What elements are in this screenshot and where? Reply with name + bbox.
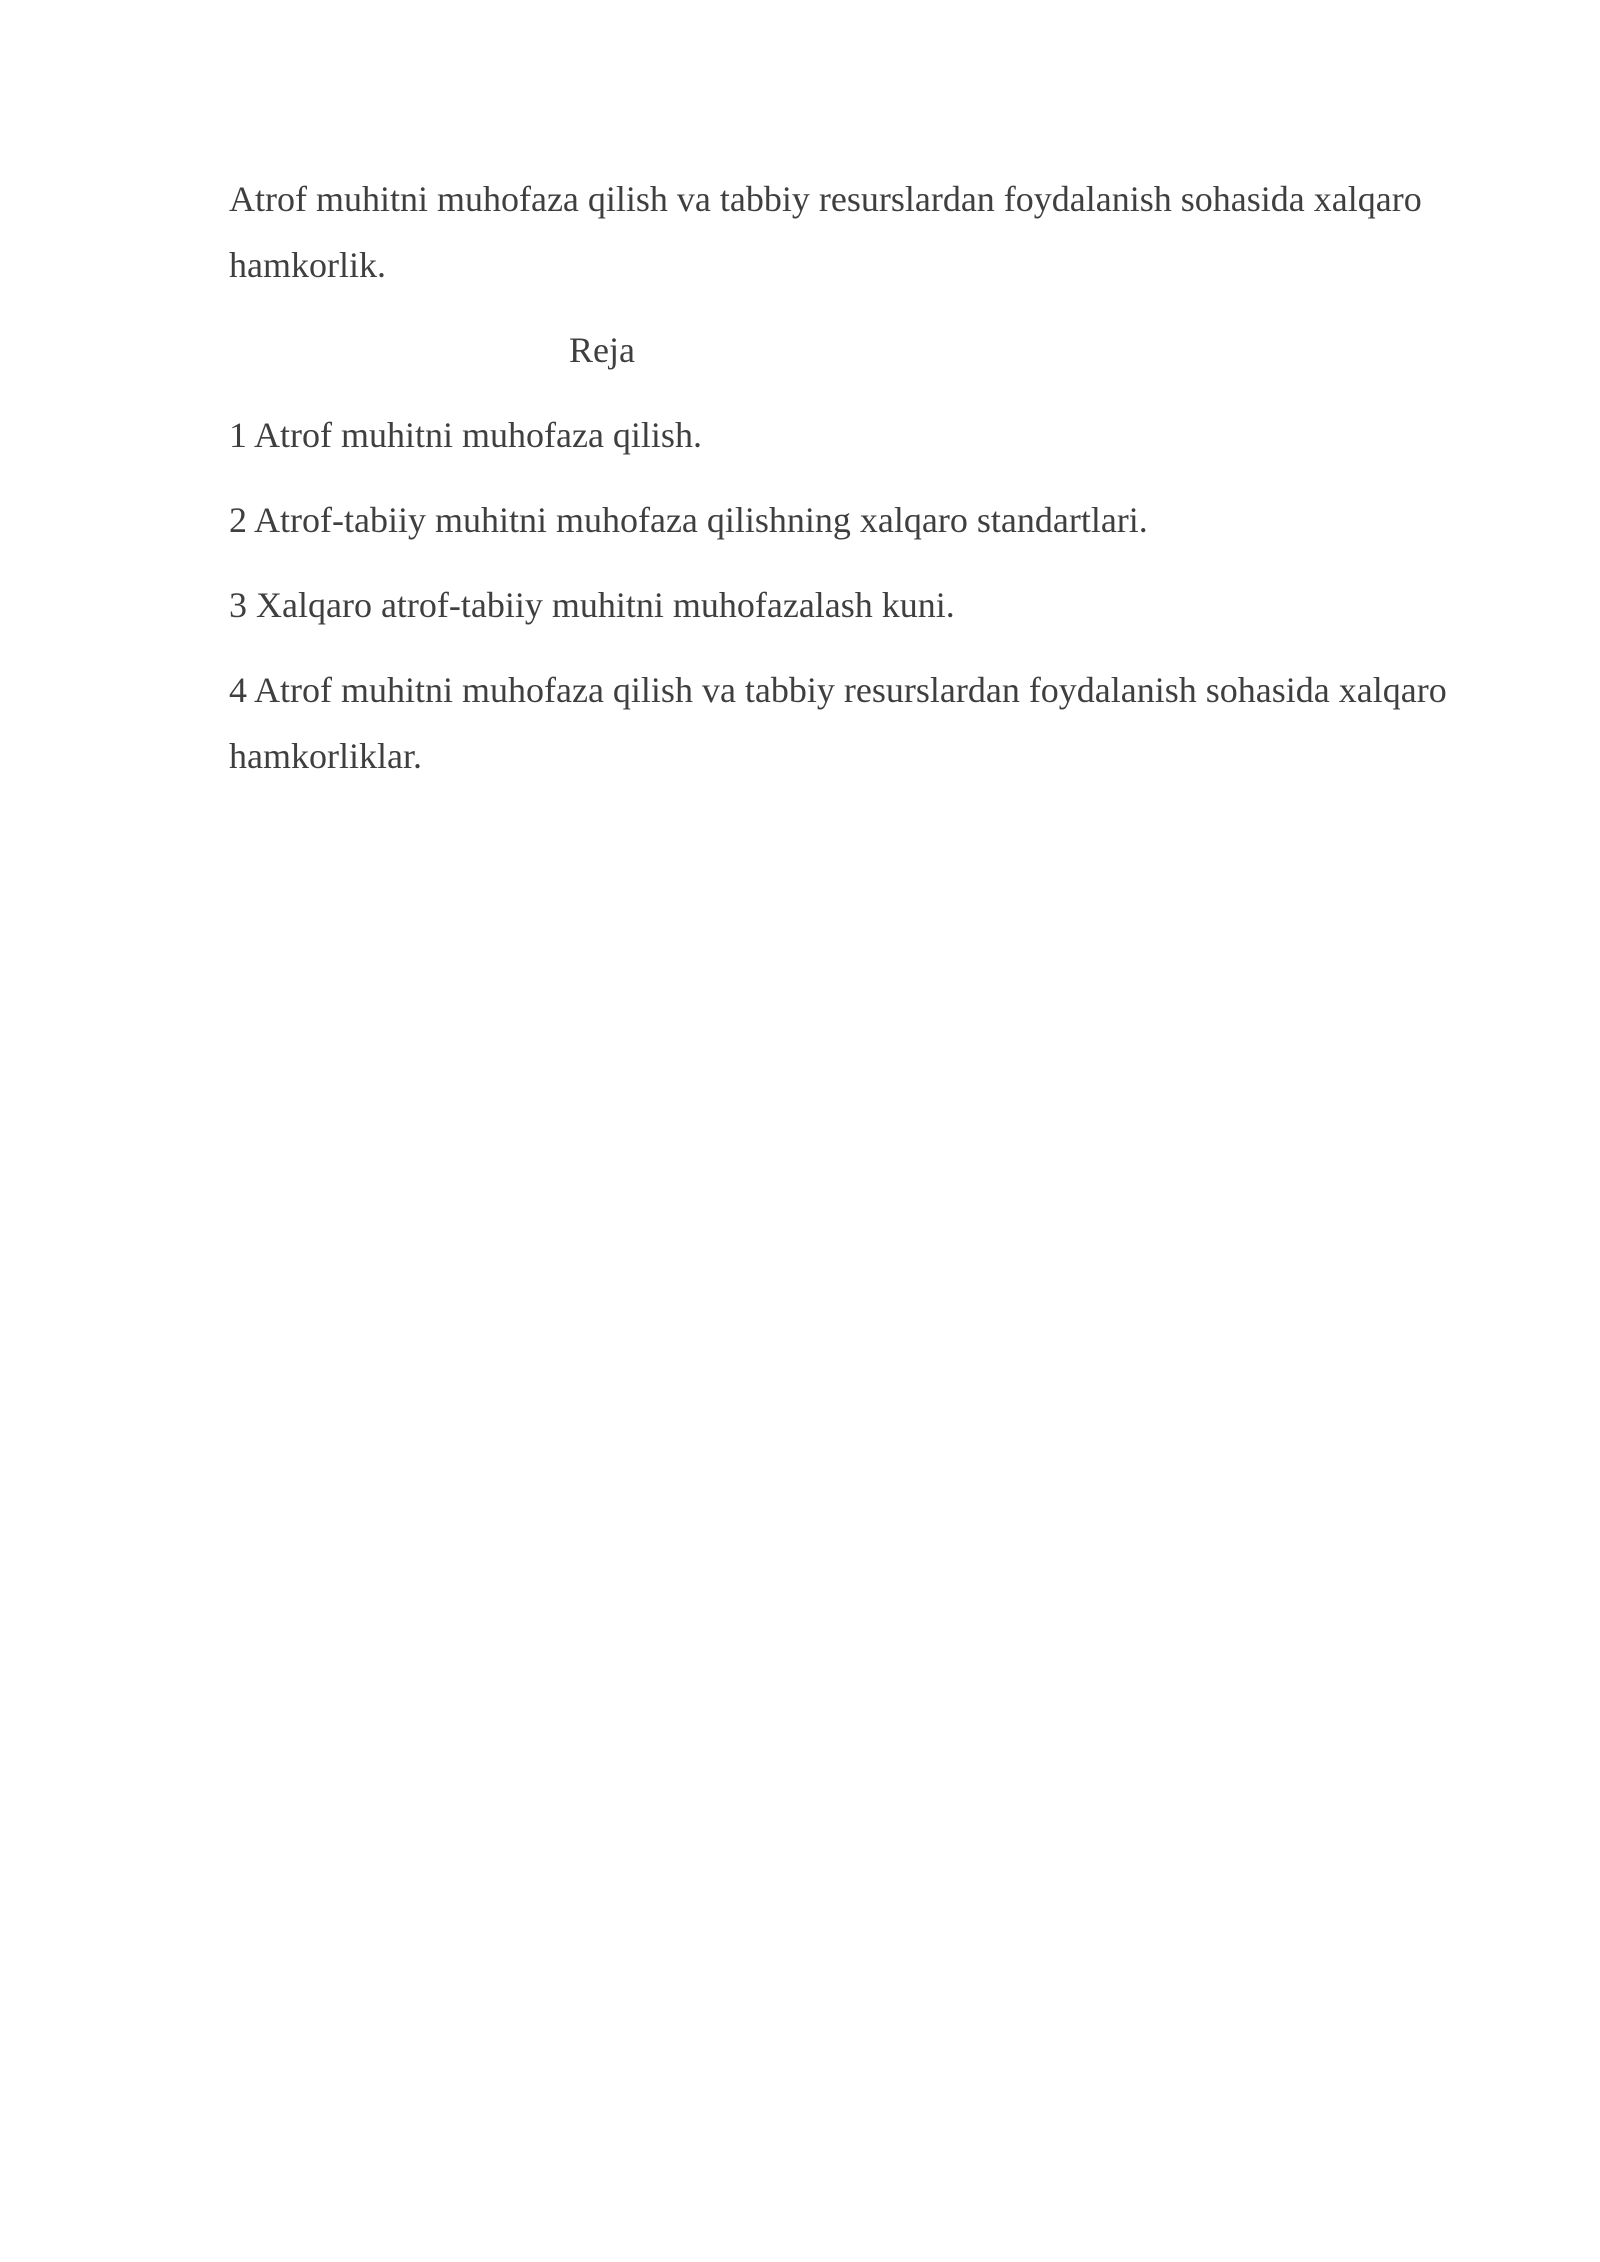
plan-list xyxy=(229,402,1499,789)
plan-item: 4 Atrof muhitni muhofaza qilish va tabbiy resurslardan foydalanish sohasida xalqaro hamkorliklar. xyxy=(229,670,1447,776)
document-body xyxy=(229,166,1499,808)
plan-item: 1 Atrof muhitni muhofaza qilish. xyxy=(229,415,702,455)
plan-item: 3 Xalqaro atrof-tabiiy muhitni muhofazalash kuni. xyxy=(229,585,955,625)
plan-item: 2 Atrof-tabiiy muhitni muhofaza qilishning xalqaro standartlari. xyxy=(229,500,1148,540)
plan-heading: Reja xyxy=(569,330,635,370)
document-title: Atrof muhitni muhofaza qilish va tabbiy resurslardan foydalanish sohasida xalqaro hamkorlik. xyxy=(229,179,1422,285)
